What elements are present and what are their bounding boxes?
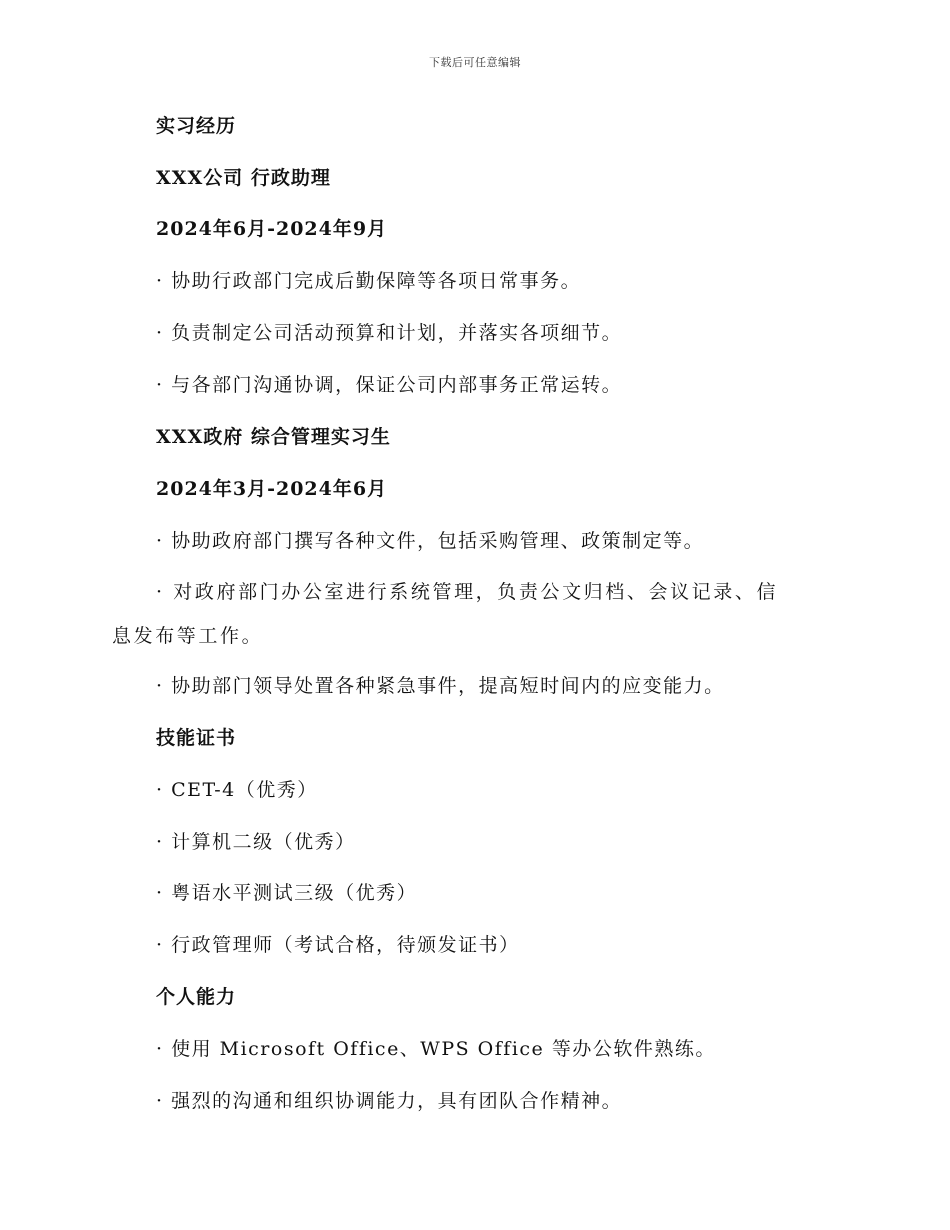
job-bullet: · 对政府部门办公室进行系统管理，负责公文归档、会议记录、信息发布等工作。 bbox=[112, 581, 779, 647]
section-title-internship: 实习经历 bbox=[156, 115, 237, 137]
ability-item: · 强烈的沟通和组织协调能力，具有团队合作精神。 bbox=[156, 1090, 623, 1112]
job-bullet: · 协助政府部门撰写各种文件，包括采购管理、政策制定等。 bbox=[156, 530, 705, 552]
skill-item: · CET-4（优秀） bbox=[156, 779, 318, 801]
ability-item: · 使用 Microsoft Office、WPS Office 等办公软件熟练。 bbox=[156, 1038, 716, 1060]
section-title-skills: 技能证书 bbox=[156, 727, 237, 749]
job-bullet: · 负责制定公司活动预算和计划，并落实各项细节。 bbox=[156, 322, 623, 344]
job-bullet: · 协助行政部门完成后勤保障等各项日常事务。 bbox=[156, 270, 582, 292]
skill-item: · 行政管理师（考试合格，待颁发证书） bbox=[156, 934, 520, 956]
section-title-abilities: 个人能力 bbox=[156, 986, 237, 1008]
job-title: XXX公司 行政助理 bbox=[156, 167, 331, 189]
page-header: 下载后可任意编辑 bbox=[429, 56, 521, 69]
skill-item: · 粤语水平测试三级（优秀） bbox=[156, 882, 418, 904]
job-bullet: · 与各部门沟通协调，保证公司内部事务正常运转。 bbox=[156, 374, 623, 396]
skill-item: · 计算机二级（优秀） bbox=[156, 831, 356, 853]
job-title: XXX政府 综合管理实习生 bbox=[156, 426, 391, 448]
job-period: 2024年3月-2024年6月 bbox=[156, 478, 388, 500]
job-bullet: · 协助部门领导处置各种紧急事件，提高短时间内的应变能力。 bbox=[156, 675, 725, 697]
job-period: 2024年6月-2024年9月 bbox=[156, 218, 388, 240]
